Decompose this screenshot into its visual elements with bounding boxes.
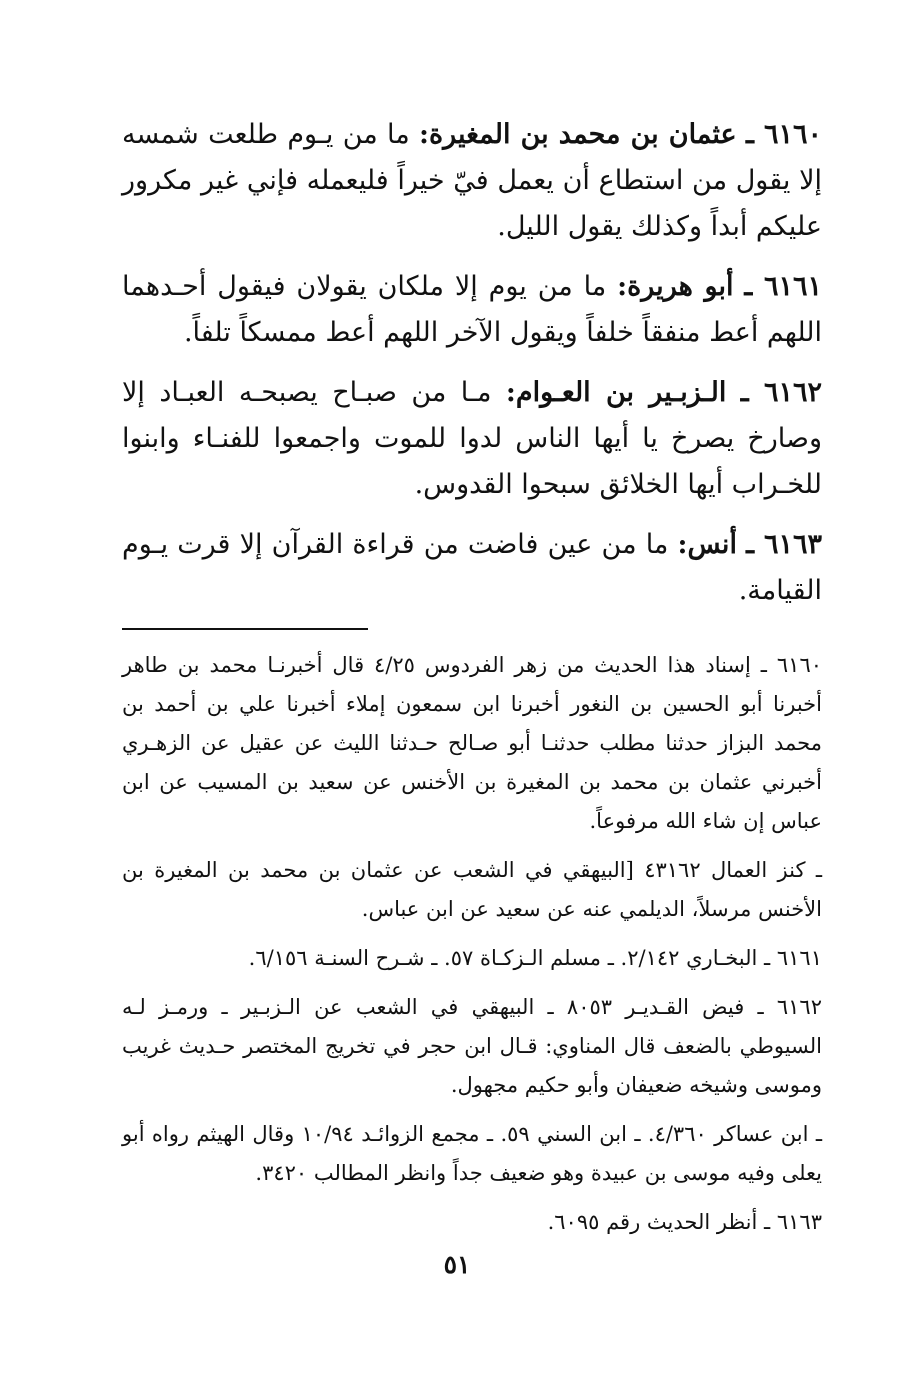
entry-narrator: عثمان بن محمد بن المغيرة: — [419, 119, 737, 150]
footnote: ـ ابن عساكر ٤/٣٦٠. ـ ابن السني ٥٩. ـ مجمع الزوائـد ١٠/٩٤ وقال الهيثم رواه أبو يعلى وفيه موسى بن عبيدة وهو ضعيف جداً وانظر المطالب ٣٤٢٠. — [122, 1122, 822, 1185]
footnote: ٦١٦٢ ـ فيض القـديـر ٨٠٥٣ ـ البيهقي في الشعب عن الـزبـير ـ ورمـز لـه السيوطي بالضعف قال المناوي: قـال ابن حجر في تخريج المختصر حـديث غريب وموسى وشيخه ضعيفان وأبو حكيم مجهول. — [122, 995, 822, 1097]
footnote-divider — [122, 628, 368, 630]
footnote: ٦١٦١ ـ البخـاري ٢/١٤٢. ـ مسلم الـزكـاة ٥٧. ـ شـرح السنـة ٦/١٥٦. — [248, 946, 822, 970]
main-entry — [122, 522, 822, 614]
page-body — [122, 112, 822, 1252]
footnote: ٦١٦٠ ـ إسناد هذا الحديث من زهر الفردوس ٤/٢٥ قال أخبرنـا محمد بن طاهر أخبرنا أبو الحسين بن النغور أخبرنا ابن سمعون إملاء أخبرنا علي بن أحمد بن محمد البزاز حدثنا مطلب حدثنـا أبو صـالح حـدثنا الليث عن عقيل عن الزهـري أخبرني عثمان بن محمد بن المغيرة بن الأخنس عن سعيد بن المسيب عن ابن عباس إن شاء الله مرفوعاً. — [122, 653, 823, 833]
entry-number: ٦١٦٢ ـ — [740, 377, 823, 408]
entry-number: ٦١٦٣ ـ — [746, 529, 822, 560]
entry-number: ٦١٦٠ ـ — [745, 119, 822, 150]
entry-text: مـا من صبـاح يصبحـه العبـاد إلا وصارخ يصرخ يا أيها الناس لدوا للموت واجمعوا للفنـاء وابنوا للخـراب أيها الخلائق سبحوا القدوس. — [122, 377, 822, 500]
main-entry — [122, 264, 822, 356]
entry-narrator: الـزبـير بن العـوام: — [505, 377, 727, 408]
entry-text: ما من يـوم طلعت شمسه إلا يقول من استطاع أن يعمل فيّ خيراً فليعمله فإني غير مكرور عليكم أبداً وكذلك يقول الليل. — [122, 119, 822, 242]
entry-text: ما من عين فاضت من قراءة القرآن إلا قرت يـوم القيامة. — [122, 529, 822, 606]
main-entry — [122, 112, 822, 250]
page-number: ٥١ — [443, 1250, 471, 1279]
footnote: ـ كنز العمال ٤٣١٦٢ [البيهقي في الشعب عن عثمان بن محمد بن المغيرة بن الأخنس مرسلاً، الديلمي عنه عن سعيد عن ابن عباس. — [122, 858, 823, 921]
entry-narrator: أنس: — [677, 529, 737, 560]
footnote: ٦١٦٣ ـ أنظر الحديث رقم ٦٠٩٥. — [547, 1210, 822, 1234]
entry-number: ٦١٦١ ـ — [744, 271, 823, 302]
entry-narrator: أبو هريرة: — [617, 271, 734, 302]
main-entry — [122, 370, 822, 508]
entry-text: ما من يوم إلا ملكان يقولان فيقول أحـدهما اللهم أعط منفقاً خلفاً ويقول الآخر اللهم أعط ممسكاً تلفاً. — [122, 271, 822, 348]
